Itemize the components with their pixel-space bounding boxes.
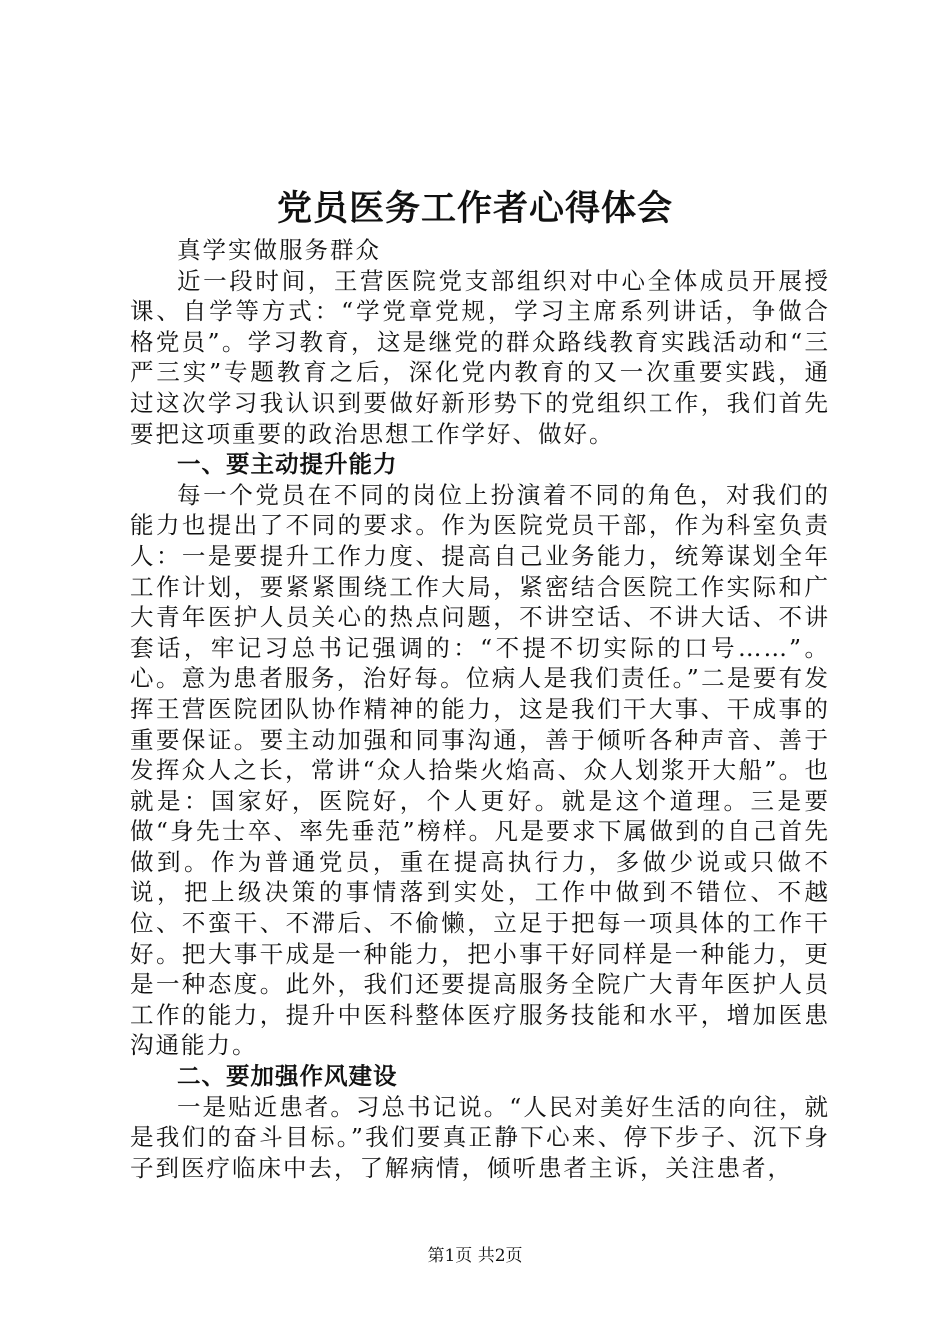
page-title: 党员医务工作者心得体会 bbox=[276, 188, 673, 229]
document-subtitle: 真学实做服务群众 bbox=[177, 236, 381, 264]
section-paragraph-1: 每一个党员在不同的岗位上扮演着不同的角色，对我们的能力也提出了不同的要求。作为医院党员干部，作为科室负责人：一是要提升工作力度、提高自己业务能力，统筹谋划全年工作计划，要紧紧围绕工作大局，紧密结合医院工作实际和广大青年医护人员关心的热点问题，不讲空话、不讲大话、不讲套话，牢记习总书记强调的：“不提不切实际的口号……”。心。意为患者服务，治好每。位病人是我们责任。”二是要有发挥王营医院团队协作精神的能力，这是我们干大事、干成事的重要保证。要主动加强和同事沟通，善于倾听各种声音、善于发挥众人之长，常讲“众人拾柴火焰高、众人划浆开大船”。也就是：国家好，医院好，个人更好。就是这个道理。三是要做“身先士卒、率先垂范”榜样。凡是要求下属做到的自己首先做到。作为普通党员，重在提高执行力，多做少说或只做不说，把上级决策的事情落到实处，工作中做到不错位、不越位、不蛮干、不滞后、不偷懒，立足于把每一项具体的工作干好。把大事干成是一种能力，把小事干好同样是一种能力，更是一种态度。此外，我们还要提高服务全院广大青年医护人员工作的能力，提升中医科整体医疗服务技能和水平，增加医患沟通能力。 bbox=[130, 480, 830, 1060]
section-heading-2: 二、要加强作风建设 bbox=[177, 1062, 398, 1091]
section-heading-1: 一、要主动提升能力 bbox=[177, 450, 398, 479]
document-body bbox=[130, 235, 830, 1183]
intro-paragraph: 近一段时间，王营医院党支部组织对中心全体成员开展授课、自学等方式：“学党章党规，学习主席系列讲话，争做合格党员”。学习教育，这是继党的群众路线教育实践活动和“三严三实”专题教育之后，深化党内教育的又一次重要实践，通过这次学习我认识到要做好新形势下的党组织工作，我们首先要把这项重要的政治思想工作学好、做好。 bbox=[130, 266, 830, 448]
section-paragraph-2: 一是贴近患者。习总书记说。“人民对美好生活的向往，就是我们的奋斗目标。”我们要真正静下心来、停下步子、沉下身子到医疗临床中去，了解病情，倾听患者主诉，关注患者， bbox=[130, 1092, 830, 1182]
page-footer: 第1页 共2页 bbox=[427, 1246, 523, 1266]
